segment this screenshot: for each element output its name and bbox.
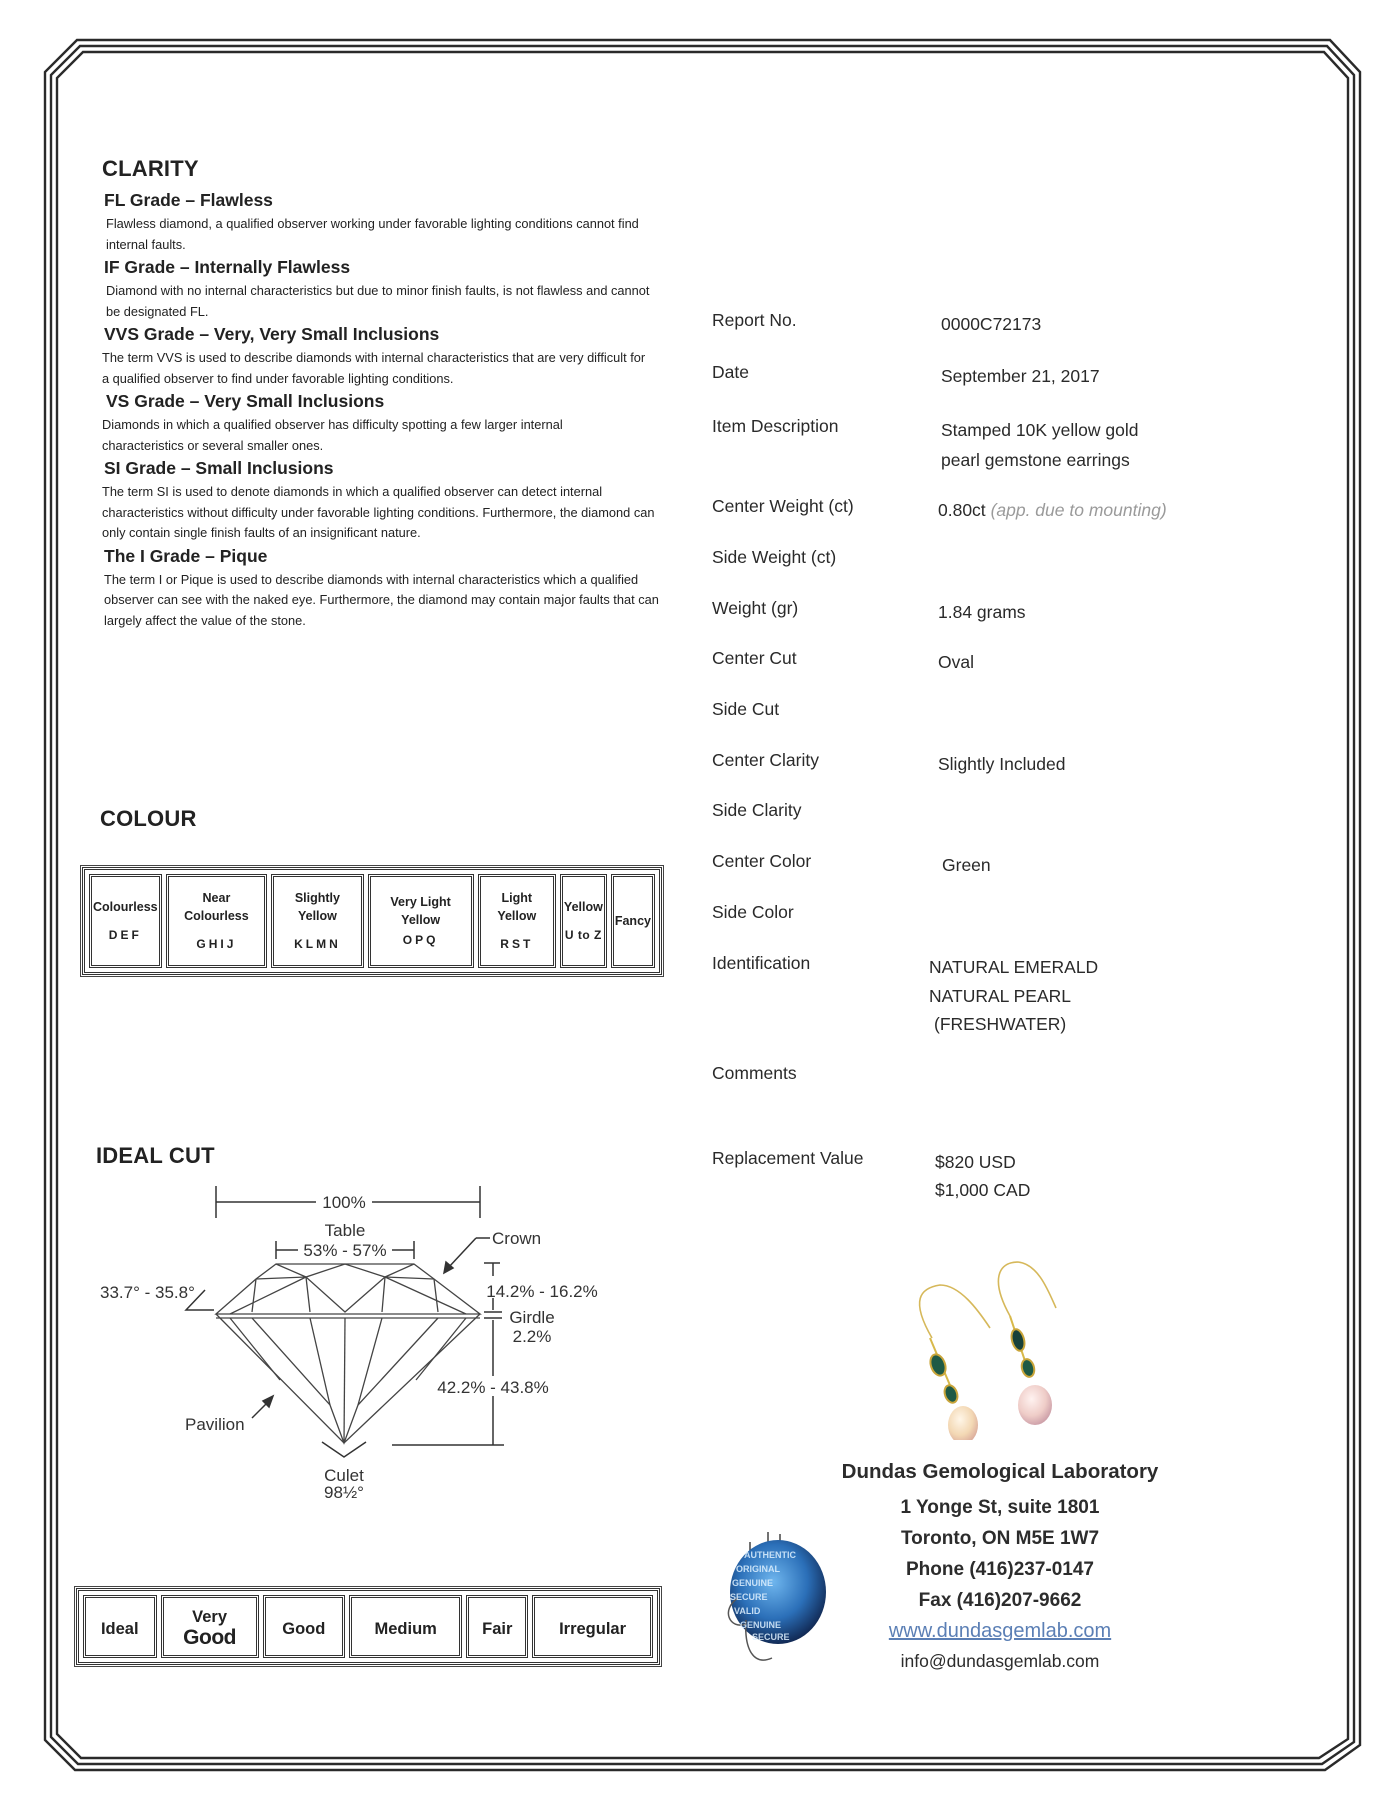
grade-description: Diamond with no internal characteristics but due to minor finish faults, is not flawless and cannot be designated FL. bbox=[106, 283, 650, 319]
grade-description: The term I or Pique is used to describe diamonds with internal characteristics which a qualified observer can see with the naked eye. Furthermore, the diamond may contain major faults that can largely affect the value of the stone. bbox=[104, 571, 659, 628]
cut-cell-medium bbox=[349, 1595, 462, 1658]
cut-grade-label: Fair bbox=[482, 1619, 513, 1638]
cut-grade-label: Medium bbox=[374, 1619, 437, 1638]
field-label: Side Cut bbox=[712, 699, 780, 719]
colour-cell-very-light-yellow bbox=[368, 874, 474, 968]
colour-cell-yellow bbox=[560, 874, 607, 968]
clarity-heading: CLARITY bbox=[102, 156, 199, 181]
field-label: Comments bbox=[712, 1063, 797, 1083]
field-value: pearl gemstone earrings bbox=[941, 450, 1130, 470]
table-label: Table bbox=[324, 1221, 366, 1240]
field-value: $820 USD bbox=[935, 1152, 1016, 1172]
grade-title: VS Grade – Very Small Inclusions bbox=[106, 391, 385, 411]
crown-label: Crown bbox=[492, 1229, 542, 1248]
seal-word: GENUINE bbox=[732, 1578, 774, 1588]
lab-website-link[interactable]: www.dundasgemlab.com bbox=[888, 1620, 1112, 1642]
clarity-grade-fl bbox=[102, 190, 672, 255]
colour-cell-colourless bbox=[89, 874, 162, 968]
lab-phone: Phone (416)237-0147 bbox=[906, 1559, 1094, 1580]
colour-scale-table bbox=[82, 867, 662, 975]
earring-left bbox=[920, 1285, 990, 1440]
girdle-value-label: 2.2% bbox=[512, 1327, 552, 1346]
total-width-label: 100% bbox=[322, 1193, 366, 1212]
seal-word: GENUINE bbox=[740, 1620, 782, 1630]
grade-title: IF Grade – Internally Flawless bbox=[104, 257, 351, 277]
lab-address-line1: 1 Yonge St, suite 1801 bbox=[900, 1497, 1100, 1518]
colour-name: Light Yellow bbox=[497, 891, 537, 923]
field-value: 0000C72173 bbox=[941, 314, 1042, 334]
clarity-section bbox=[102, 156, 672, 633]
clarity-grade-vvs bbox=[102, 324, 672, 389]
colour-grades: U to Z bbox=[564, 928, 602, 942]
cut-grade-label: Irregular bbox=[559, 1619, 627, 1638]
cut-grade-label: Ideal bbox=[100, 1619, 139, 1638]
field-value: NATURAL EMERALD bbox=[929, 957, 1099, 977]
lab-fax: Fax (416)207-9662 bbox=[918, 1590, 1082, 1611]
lab-email[interactable]: info@dundasgemlab.com bbox=[900, 1651, 1100, 1671]
field-value: NATURAL PEARL bbox=[929, 986, 1071, 1006]
grade-description: Diamonds in which a qualified observer has difficulty spotting a few larger internal characteristics or several smaller ones. bbox=[102, 417, 563, 453]
seal-word: SECURE bbox=[730, 1592, 768, 1602]
crown-height-label: 14.2% - 16.2% bbox=[486, 1282, 598, 1301]
grade-description: The term VVS is used to describe diamonds with internal characteristics that are very difficult for a qualified observer to find under favorable lighting conditions. bbox=[102, 350, 646, 386]
field-value: Stamped 10K yellow gold bbox=[941, 420, 1139, 440]
crown-angle-label: 33.7° - 35.8° bbox=[100, 1283, 195, 1302]
lab-name: Dundas Gemological Laboratory bbox=[841, 1460, 1159, 1483]
field-label: Report No. bbox=[712, 310, 797, 330]
diamond-proportions-diagram bbox=[80, 1180, 680, 1520]
clarity-grade-if bbox=[102, 257, 672, 322]
field-label: Center Color bbox=[712, 851, 812, 871]
culet-label: Culet bbox=[324, 1466, 364, 1485]
grade-title: The I Grade – Pique bbox=[104, 545, 268, 566]
cut-cell-ideal bbox=[83, 1595, 157, 1658]
colour-grades: DEF bbox=[108, 928, 142, 942]
colour-name: Colourless bbox=[93, 900, 158, 914]
field-value: $1,000 CAD bbox=[935, 1180, 1031, 1200]
colour-name: Very Light Yellow bbox=[390, 895, 451, 927]
field-value: 0.80ct bbox=[938, 500, 986, 520]
colour-grades: KLMN bbox=[294, 937, 341, 951]
cut-cell-irregular bbox=[532, 1595, 653, 1658]
grade-title: SI Grade – Small Inclusions bbox=[104, 458, 334, 478]
earrings-photo bbox=[880, 1240, 1100, 1440]
field-value: Oval bbox=[938, 652, 974, 672]
field-value: Slightly Included bbox=[938, 754, 1066, 774]
field-label: Center Cut bbox=[712, 648, 797, 668]
clarity-grade-si bbox=[102, 458, 672, 544]
grade-description: The term SI is used to denote diamonds in which a qualified observer can detect internal characteristics without difficulty under favorable lighting conditions. Furthermore, the diamond can only contain single finish faults of an insignificant nature. bbox=[102, 484, 655, 540]
field-value: Green bbox=[942, 855, 991, 875]
cut-grade-label: Good bbox=[282, 1619, 326, 1638]
field-value: (FRESHWATER) bbox=[934, 1014, 1067, 1034]
colour-name: Slightly Yellow bbox=[294, 891, 340, 923]
field-value: September 21, 2017 bbox=[941, 366, 1100, 386]
grade-title: FL Grade – Flawless bbox=[104, 190, 273, 210]
colour-grades: OPQ bbox=[402, 933, 439, 947]
cut-grade-selected-mark: Good bbox=[183, 1626, 236, 1649]
field-label: Side Color bbox=[712, 902, 794, 922]
colour-cell-fancy bbox=[611, 874, 655, 968]
cut-cell-good bbox=[263, 1595, 345, 1658]
colour-name: Yellow bbox=[563, 900, 603, 914]
colour-cell-light-yellow bbox=[478, 874, 556, 968]
grade-description: Flawless diamond, a qualified observer working under favorable lighting conditions cannot find internal faults. bbox=[106, 216, 639, 252]
grade-title: VVS Grade – Very, Very Small Inclusions bbox=[104, 324, 440, 344]
earring-right bbox=[998, 1262, 1056, 1425]
cut-cell-fair bbox=[466, 1595, 528, 1658]
field-label: Side Weight (ct) bbox=[712, 547, 837, 567]
table-range-label: 53% - 57% bbox=[303, 1241, 387, 1260]
cut-grade-table bbox=[76, 1588, 660, 1665]
ideal-cut-heading: IDEAL CUT bbox=[96, 1143, 215, 1168]
field-label: Weight (gr) bbox=[712, 598, 799, 618]
pavilion-arrow-icon bbox=[252, 1396, 273, 1418]
seal-word: ORIGINAL bbox=[736, 1564, 780, 1574]
field-label: Replacement Value bbox=[712, 1148, 864, 1168]
clarity-grade-vs bbox=[102, 391, 672, 456]
field-label: Center Weight (ct) bbox=[712, 496, 854, 516]
colour-cell-slightly-yellow bbox=[271, 874, 363, 968]
crown-arrow-icon bbox=[444, 1238, 490, 1273]
field-value: 1.84 grams bbox=[938, 602, 1026, 622]
culet-angle-label: 98½° bbox=[324, 1483, 364, 1502]
colour-heading: COLOUR bbox=[100, 806, 197, 831]
colour-grades: RST bbox=[500, 937, 534, 951]
diamond-outline-icon bbox=[216, 1264, 480, 1443]
field-label: Center Clarity bbox=[712, 750, 819, 770]
cut-cell-very-good bbox=[161, 1595, 259, 1658]
pavilion-depth-label: 42.2% - 43.8% bbox=[437, 1378, 549, 1397]
seal-word: VALID bbox=[734, 1606, 761, 1616]
field-label: Identification bbox=[712, 953, 811, 973]
colour-cell-near-colourless bbox=[166, 874, 268, 968]
colour-name: Fancy bbox=[614, 914, 651, 928]
seal-word: AUTHENTIC bbox=[744, 1550, 796, 1560]
lab-address-line2: Toronto, ON M5E 1W7 bbox=[900, 1528, 1100, 1549]
colour-grades: GHIJ bbox=[196, 937, 237, 951]
cut-grade-label: Very bbox=[192, 1608, 227, 1626]
pavilion-label: Pavilion bbox=[185, 1415, 245, 1434]
field-label: Date bbox=[712, 362, 749, 382]
colour-name: Near Colourless bbox=[184, 891, 249, 923]
seal-word: SECURE bbox=[752, 1632, 790, 1642]
clarity-grade-i bbox=[102, 546, 672, 632]
lab-contact-block bbox=[780, 1460, 1220, 1676]
field-note: (app. due to mounting) bbox=[990, 500, 1167, 520]
field-label: Side Clarity bbox=[712, 800, 802, 820]
girdle-label: Girdle bbox=[509, 1308, 555, 1327]
field-label: Item Description bbox=[712, 416, 839, 436]
